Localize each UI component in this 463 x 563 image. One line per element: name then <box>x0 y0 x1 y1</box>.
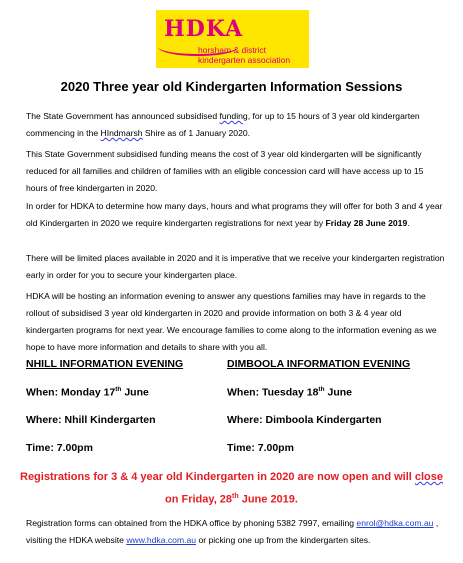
p1-text-a: The State Government has announced subsidised <box>26 111 220 121</box>
dimboola-when <box>227 386 352 399</box>
nhill-when-prefix: When: Monday 17 <box>26 386 116 399</box>
footer-text-b: , visiting the HDKA website <box>26 518 439 545</box>
paragraph-information-evening: HDKA will be hosting an information evening to answer any questions families may have in regards to the rollout of subsidised 3 year old kindergarten in 2020 and provide information on both 3 & 4 year old kindergarten programs for next year. We encourage families to come along to the information evening as we hope to have more information and details to share with you all. <box>26 291 437 352</box>
p3-text-c: . <box>407 218 410 228</box>
registration-text-c: on Friday, 28 <box>165 493 233 506</box>
p1-text-c: , for up to 15 hours of 3 year old kindergarten commencing in the <box>26 111 420 138</box>
nhill-where: Where: Nhill Kindergarten <box>26 414 156 426</box>
nhill-heading: NHILL INFORMATION EVENING <box>26 358 184 370</box>
p3-text-a: In order for HDKA to determine how many days, hours and what programs they will offer for both 3 and 4 year old Kindergarten in 2020 we require kindergarten registrations for next year by <box>26 201 443 228</box>
nhill-when <box>26 386 149 399</box>
dimboola-when-sup: th <box>318 386 325 393</box>
footer-text-a: Registration forms can obtained from the HDKA office by phoning 5382 7997, emailing <box>26 518 357 528</box>
paragraph-limited-places: There will be limited places available in 2020 and it is imperative that we receive your kindergarten registration early in order for you to secure your kindergarten place. <box>26 253 445 280</box>
dimboola-time: Time: 7.00pm <box>227 442 294 454</box>
paragraph-registrations <box>26 198 446 232</box>
logo-line-1: horsham & district <box>198 45 267 55</box>
website-link[interactable]: www.hdka.com.au <box>126 535 197 545</box>
dimboola-when-prefix: When: Tuesday 18 <box>227 386 319 399</box>
logo-mark: HDKA <box>164 16 244 42</box>
registration-text-b: close <box>414 471 444 483</box>
dimboola-where: Where: Dimboola Kindergarten <box>227 414 382 426</box>
footer-paragraph <box>26 515 446 549</box>
nhill-when-suffix: June <box>121 386 149 399</box>
p1-text-e: Shire as of 1 January 2020. <box>142 128 251 138</box>
registration-notice <box>20 467 443 510</box>
p1-text-d: HIndmarsh <box>100 128 143 138</box>
p3-deadline: Friday 28 June 2019 <box>325 218 408 228</box>
nhill-when-sup: th <box>115 386 122 393</box>
logo-line-2: kindergarten association <box>198 55 291 65</box>
hdka-logo <box>156 10 309 68</box>
registration-text-d: June 2019. <box>238 493 298 506</box>
paragraph-subsidy: This State Government subsidised funding means the cost of 3 year old kindergarten will be significantly reduced for all families and children of families with an eligible concession card will have access up to 15 hours of free kindergarten in 2020. <box>26 149 424 193</box>
registration-text-a: Registrations for 3 & 4 year old Kindergarten in 2020 are now open and will <box>20 471 415 483</box>
nhill-time: Time: 7.00pm <box>26 442 93 454</box>
paragraph-funding <box>26 108 446 142</box>
footer-text-c: or picking one up from the kindergarten sites. <box>196 535 371 545</box>
p1-text-b: funding <box>219 111 248 121</box>
email-link[interactable]: enrol@hdka.com.au <box>356 518 434 528</box>
dimboola-heading: DIMBOOLA INFORMATION EVENING <box>227 358 411 370</box>
dimboola-when-suffix: June <box>324 386 352 399</box>
page-title: 2020 Three year old Kindergarten Information Sessions <box>60 79 403 94</box>
registration-sup: th <box>232 493 239 500</box>
